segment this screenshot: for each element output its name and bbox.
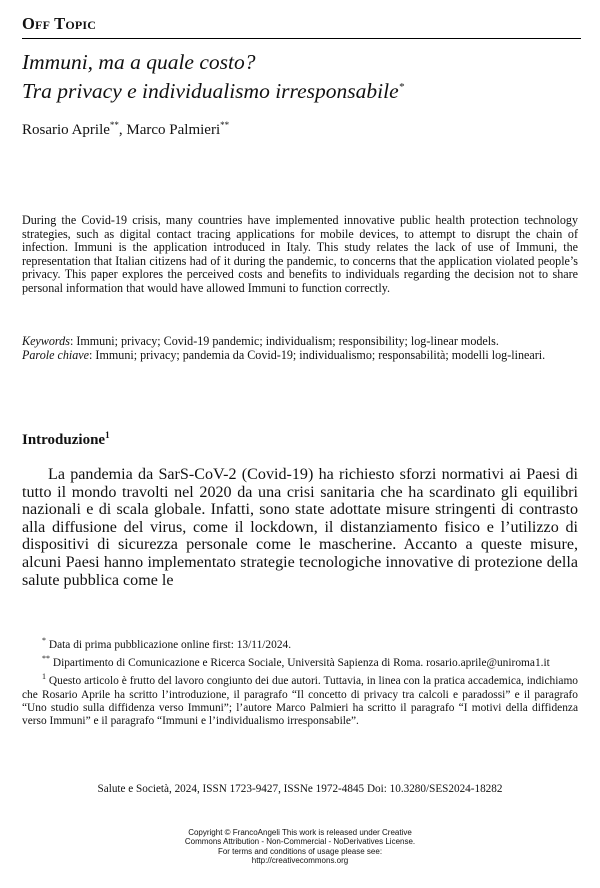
- author-2: Marco Palmieri: [126, 122, 221, 138]
- section-footnote-mark[interactable]: 1: [105, 430, 110, 440]
- abstract: During the Covid-19 crisis, many countries have implemented innovative public health protection technology strategies, such as digital contact tracing applications for mobile devices, to attempt to disrupt the chain of infection. Immuni is the application introduced in Italy. This study relates the lack of use of Immuni, the representation that Italian citizens had of it during the pandemic, to concerns that the application violated people’s privacy. This paper explores the perceived costs and benefits to individuals regarding the decision not to share personal information that would have allowed Immuni to function correctly.: [22, 213, 578, 295]
- title-line-2: [22, 75, 582, 104]
- author-2-footnote-mark[interactable]: **: [220, 120, 230, 130]
- keywords-en: [22, 335, 578, 349]
- footnote-text: Data di prima pubblicazione online first: 13/11/2024.: [46, 638, 292, 651]
- author-separator: ,: [118, 122, 127, 138]
- section-heading-text: Introduzione: [22, 432, 106, 448]
- title-line-1: Immuni, ma a quale costo?: [22, 50, 256, 74]
- footnote-item: [22, 634, 578, 652]
- footnote-item: [22, 652, 578, 670]
- journal-citation: Salute e Società, 2024, ISSN 1723-9427, ISSNe 1972-4845 Doi: 10.3280/SES2024-18282: [97, 783, 503, 795]
- footnote-mark: **: [42, 654, 50, 664]
- copyright-line: Commons Attribution - Non-Commercial - NoDerivatives License.: [184, 837, 416, 847]
- section-label: Off Topic: [22, 14, 97, 33]
- author-1-footnote-mark[interactable]: **: [109, 120, 119, 130]
- title-footnote-mark[interactable]: *: [398, 81, 405, 93]
- footnote-item: [22, 670, 578, 728]
- authors: [22, 120, 229, 139]
- footnote-text: Dipartimento di Comunicazione e Ricerca Sociale, Università Sapienza di Roma. rosario.aprile@uniroma1.it: [50, 657, 550, 669]
- footnote-text: Questo articolo è frutto del lavoro congiunto dei due autori. Tuttavia, in linea con la pratica accademica, indichiamo che Rosario Aprile ha scritto l’introduzione, il paragrafo “Il concetto di privacy tra calcoli e paradossi” e il paragrafo “Uno studio sulla diffidenza verso Immuni”; l’autore Marco Palmieri ha scritto il paragrafo “I motivi della diffidenza verso Immuni” e il paragrafo “Immuni e l’individualismo irresponsabile”.: [22, 675, 578, 728]
- section-heading: [22, 430, 110, 449]
- copyright-line: For terms and conditions of usage please see:: [217, 846, 383, 856]
- footnotes: [22, 634, 578, 729]
- keywords-en-label: Keywords: [22, 334, 70, 348]
- keywords-it: [22, 349, 578, 363]
- title-line-2-text: Tra privacy e individualismo irresponsabile: [22, 79, 399, 104]
- copyright-line: Copyright © FrancoAngeli This work is released under Creative: [188, 828, 412, 837]
- keywords-it-text: : Immuni; privacy; pandemia da Covid-19; individualismo; responsabilità; modelli log-lineari.: [89, 347, 546, 362]
- author-1: Rosario Aprile: [22, 122, 110, 138]
- body-paragraph: La pandemia da SarS-CoV-2 (Covid-19) ha richiesto sforzi normativi ai Paesi di tutto il mondo travolti nel 2020 da una crisi sanitaria che ha scardinato gli equilibri nazionali e di scala globale. Infatti, sono state adottate misure stringenti di contrasto alla diffusione del virus, come il lockdown, il distanziamento fisico e l’utilizzo di dispositivi di sicurezza personale come le mascherine. Accanto a queste misure, alcuni Paesi hanno implementato strategie tecnologiche innovative di protezione della salute pubblica come le: [22, 466, 578, 589]
- footnote-mark: 1: [42, 672, 46, 682]
- keywords-en-text: : Immuni; privacy; Covid-19 pandemic; individualism; responsibility; log-linear models.: [69, 334, 499, 348]
- article-title: [22, 50, 582, 104]
- copyright-link[interactable]: http://creativecommons.org: [251, 856, 349, 866]
- keywords-block: [22, 335, 578, 362]
- keywords-it-label: Parole chiave: [22, 347, 90, 362]
- footnote-mark: *: [42, 636, 46, 645]
- header-rule: [22, 38, 581, 39]
- copyright-notice: [0, 828, 600, 866]
